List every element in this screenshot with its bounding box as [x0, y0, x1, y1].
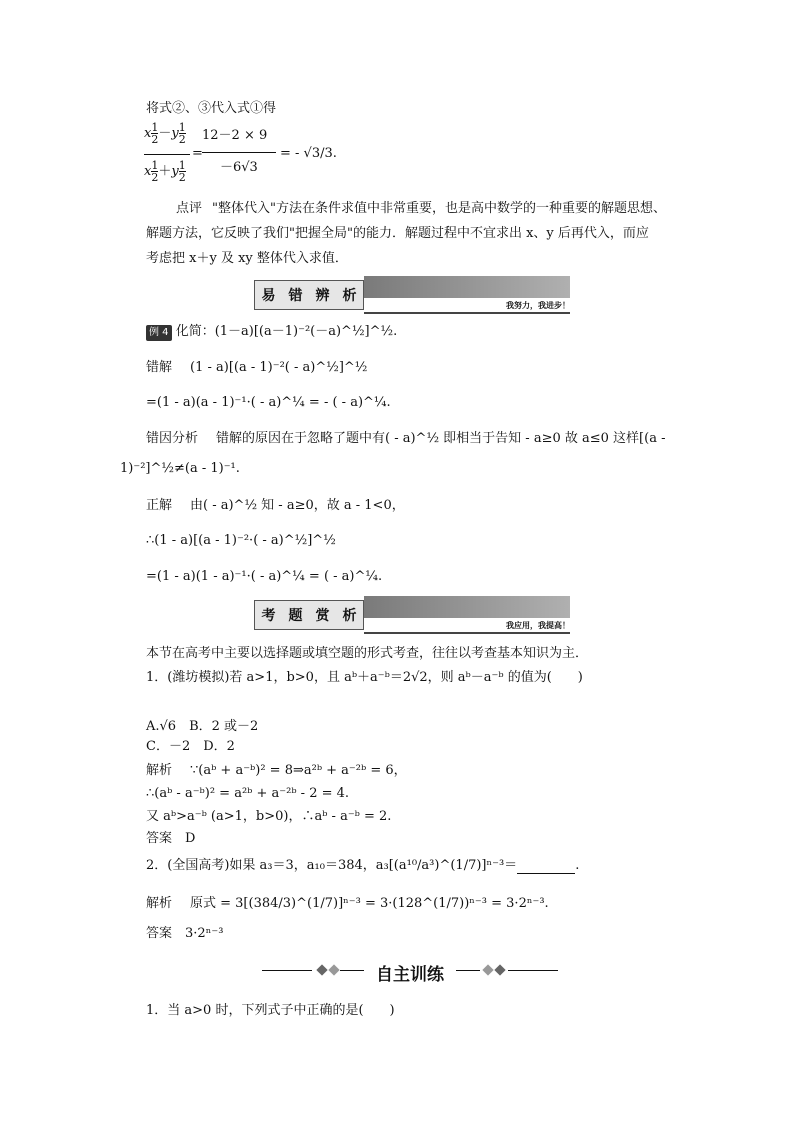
wrong-solution-label: 错解	[146, 360, 173, 375]
correct-solution-label: 正解	[146, 498, 173, 513]
q2-answer	[146, 926, 223, 942]
q1-solution-line-3: 又 aᵇ>a⁻ᵇ (a>1，b>0)，∴aᵇ - a⁻ᵇ = 2.	[146, 809, 392, 824]
result-value: = - √3/3.	[280, 146, 337, 161]
exam-intro: 本节在高考中主要以选择题或填空题的形式考查，往往以考查基本知识为主．	[146, 646, 589, 661]
denominator-expr: －6√3	[220, 160, 258, 175]
q1-solution-label: 解析	[146, 763, 173, 778]
banner-char: 题	[288, 608, 303, 624]
section-title: 自主训练	[376, 965, 444, 985]
answer-blank	[517, 861, 575, 874]
q1-solution-line-2: ∴(aᵇ - a⁻ᵇ)² = a²ᵇ + a⁻²ᵇ - 2 = 4.	[146, 786, 350, 801]
correct-solution-line-1: 由( - a)^½ 知 - a≥0，故 a - 1<0，	[190, 498, 405, 513]
diamond-icon	[494, 964, 505, 975]
training-question-1: 1．当 a>0 时，下列式子中正确的是( )	[146, 1003, 395, 1018]
example-tag: 例 4	[146, 325, 172, 341]
banner-char: 析	[342, 608, 357, 624]
error-analysis-line-1: 错解的原因在于忽略了题中有( - a)^½ 即相当于告知 - a≥0 故 a≤0 这样[(a -	[216, 431, 666, 446]
intro-line: 将式②、③代入式①得	[146, 101, 277, 116]
question-2-text: 2．(全国高考)如果 a₃＝3，a₁₀＝384，a₃[(a¹⁰/a³)^(1/7)]ⁿ⁻³＝	[146, 858, 518, 873]
banner-char: 析	[342, 288, 357, 304]
comment-line-1: "整体代入"方法在条件求值中非常重要，也是高中数学的一种重要的解题思想、	[212, 201, 666, 216]
question-2: 2．(全国高考)如果 a₃＝3，a₁₀＝384，a₃[(a¹⁰/a³)^(1/7)]ⁿ⁻³＝ .	[146, 858, 580, 873]
main-fraction: x $\frac{1}{2}$ －y $\frac{1}{2}$ x $\frac{1}{2}$ ＋y $\frac{1}{2}$ = 12－2 × 9 －6√3 = - √3/3.	[144, 121, 337, 184]
diamond-icon	[316, 964, 327, 975]
q2-answer-label: 答案	[146, 926, 173, 941]
comment-line-2: 解题方法，它反映了我们"把握全局"的能力．解题过程中不宜求出 x、y 后再代入，而应	[146, 226, 649, 241]
section-heading	[262, 958, 558, 984]
wrong-solution-line-1: (1 - a)[(a - 1)⁻²( - a)^½]^½	[190, 360, 368, 375]
question-1: 1．(潍坊模拟)若 a>1，b>0，且 aᵇ＋a⁻ᵇ＝2√2，则 aᵇ－a⁻ᵇ 的值为( )	[146, 670, 583, 685]
q1-answer-label: 答案	[146, 831, 173, 846]
correct-solution-line-2: ∴(1 - a)[(a - 1)⁻²·( - a)^½]^½	[146, 533, 336, 548]
q2-answer-value: 3·2ⁿ⁻³	[185, 926, 224, 941]
q2-solution-label: 解析	[146, 896, 173, 911]
comment-line-3: 考虑把 x＋y 及 xy 整体代入求值．	[146, 251, 348, 266]
banner-char: 错	[288, 288, 303, 304]
q1-answer	[146, 831, 195, 847]
numerator-expr: 12－2 × 9	[202, 128, 268, 143]
error-analysis-line-2: 1)⁻²]^½≠(a - 1)⁻¹.	[120, 461, 240, 476]
example-title: 化简：(1－a)[(a－1)⁻²(－a)^½]^½.	[175, 324, 398, 339]
diamond-icon	[482, 964, 493, 975]
error-analysis-label: 错因分析	[146, 431, 199, 446]
q1-options-cd: C．－2 D．2	[146, 739, 235, 754]
diamond-icon	[328, 964, 339, 975]
banner-char: 考	[261, 608, 276, 624]
q1-solution-line-1: ∵(aᵇ + a⁻ᵇ)² = 8⇒a²ᵇ + a⁻²ᵇ = 6，	[190, 763, 407, 778]
comment-label: 点评	[176, 201, 203, 216]
banner-char: 辨	[315, 288, 330, 304]
example-heading	[146, 324, 397, 341]
q1-options-ab: A.√6 B．2 或－2	[146, 719, 259, 734]
banner-exam-analysis	[254, 596, 570, 636]
banner-char: 易	[261, 288, 276, 304]
correct-solution-line-3: =(1 - a)(1 - a)⁻¹·( - a)^¼ = ( - a)^¼.	[146, 569, 383, 584]
banner-common-mistakes	[254, 276, 570, 316]
q1-answer-value: D	[185, 831, 196, 846]
q2-solution: 原式 = 3[(384/3)^(1/7)]ⁿ⁻³ = 3·(128^(1/7))ⁿ⁻³ = 3·2ⁿ⁻³.	[190, 896, 549, 911]
wrong-solution-line-2: =(1 - a)(a - 1)⁻¹·( - a)^¼ = - ( - a)^¼.	[146, 395, 391, 410]
banner-slogan: 我应用，我提高！	[364, 618, 570, 634]
banner-slogan: 我努力，我进步！	[364, 298, 570, 314]
banner-char: 赏	[315, 608, 330, 624]
